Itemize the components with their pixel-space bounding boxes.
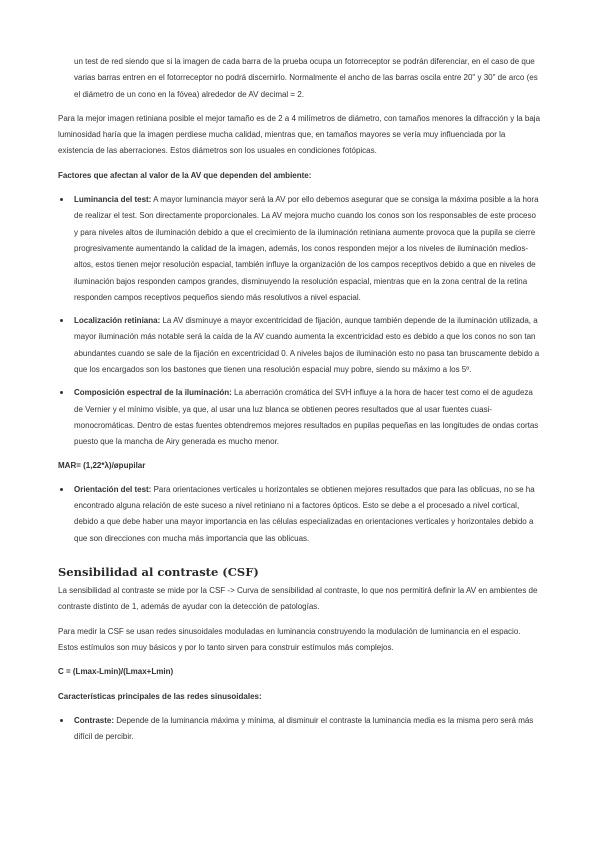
orientation-list: [58, 482, 542, 547]
bullet-icon: [60, 488, 63, 491]
list-item-term: Orientación del test:: [74, 484, 152, 494]
bullet-icon: [60, 719, 63, 722]
list-item-text: Para orientaciones verticales u horizontales se obtienen mejores resultados que para las oblicuas, no se ha encontrado alguna relación de este suceso a nivel retiniano ni a factores ópticos. Esto se debe a el procesado a nivel cortical, debido a que debe haber una mayor importancia en las células especializadas en orientaciones verticales y horizontales debido a que son direcciones con mucha más importancia que las oblicuas.: [74, 484, 535, 543]
list-item: [58, 482, 542, 547]
csf-paragraph-2: Para medir la CSF se usan redes sinusoidales moduladas en luminancia construyendo la modulación de luminancia en el espacio. Estos estímulos son muy básicos y por lo tanto sirven para construir estímulos más complejos.: [58, 626, 521, 652]
list-item-term: Contraste:: [74, 715, 115, 725]
sinusoidal-list: [58, 713, 542, 746]
factors-heading: Factores que afectan al valor de la AV que dependen del ambiente:: [58, 170, 312, 180]
list-item-text: A mayor luminancia mayor será la AV por ello debemos asegurar que se consiga la máxima posible a la hora de realizar el test. Son directamente proporcionales. La AV mejora mucho cuando los conos son los responsables de este proceso y para niveles altos de iluminación debido a que el crecimiento de la iluminación retiniana aumente provoca que la pupila se cierre progresivamente aumentando la calidad de la imagen, además, los conos responden mejor a los niveles de iluminación medios-altos, estos tienen mejor resolución espacial, también influye la organización de los campos receptivos debido a que en niveles de iluminación bajos responden campos grandes, disminuyendo la resolución espacial, mientras que en la zona central de la retina responden campos receptivos pequeños siendo más resolutivos a nivel espacial.: [74, 195, 539, 302]
list-item: [58, 192, 542, 306]
list-item: [58, 713, 542, 746]
list-item-term: Luminancia del test:: [74, 195, 152, 205]
sinusoidal-heading: Características principales de las redes sinusoidales:: [58, 691, 262, 701]
list-item-text: La aberración cromática del SVH influye a la hora de hacer test como el de agudeza de Vernier y el mínimo visible, ya que, al usar una luz blanca se obtienen peores resultados que al usar fuentes cuasi-monocromáticas. Dentro de estas fuentes obtendremos mejores resultados en pupilas pequeñas en las longitudes de ondas cortas puesto que la mancha de Airy generada es mucho menor.: [74, 388, 539, 447]
list-item-text: Depende de la luminancia máxima y mínima, al disminuir el contraste la luminancia media es la misma pero será más difícil de percibir.: [74, 715, 534, 742]
pupil-size-paragraph: Para la mejor imagen retiniana posible el mejor tamaño es de 2 a 4 milímetros de diámetro, con tamaños menores la difracción y la baja luminosidad haría que la imagen perdiese mucha calidad, mientras que, en tamaños mayores se vería muy influenciada por la existencia de las aberraciones. Estos diámetros son los usuales en condiciones fotópicas.: [58, 113, 541, 156]
factors-list: [58, 192, 542, 450]
csf-heading: Sensibilidad al contraste (CSF): [58, 565, 259, 580]
contrast-formula: C = (Lmax-Lmin)/(Lmax+Lmin): [58, 667, 174, 677]
bullet-icon: [60, 391, 63, 394]
list-item: [58, 385, 542, 450]
list-item-term: Composición espectral de la iluminación:: [74, 388, 232, 398]
list-item-term: Localización retiniana:: [74, 316, 161, 326]
mar-formula: MAR= (1,22*λ)/øpupilar: [58, 460, 146, 470]
list-item-text: La AV disminuye a mayor excentricidad de fijación, aunque también depende de la iluminación utilizada, a mayor iluminación más notable será la caída de la AV cuando aumenta la excentricidad esto es debido a que los conos no son tan abundantes cuando se sale de la fijación en excentricidad 0. A niveles bajos de iluminación esto no pasa tan bruscamente debido a que los encargados son los bastones que tienen una resolución espacial muy pobre, siendo su máximo a los 5º.: [74, 316, 540, 375]
bullet-icon: [60, 198, 63, 201]
csf-paragraph-1: La sensibilidad al contraste se mide por la CSF -> Curva de sensibilidad al contraste, lo que nos permitirá definir la AV en ambientes de contraste distinto de 1, además de ayudar con la detección de patologías.: [58, 586, 538, 612]
continuation-paragraph: un test de red siendo que si la imagen de cada barra de la prueba ocupa un fotorreceptor se podrán diferenciar, en el caso de que varias barras entren en el fotorreceptor no podrá discernirlo. Normalmente el ancho de las barras oscila entre 20" y 30" de arco (es el diámetro de un cono en la fóvea) alrededor de AV decimal = 2.: [74, 57, 538, 99]
list-item: [58, 313, 542, 378]
bullet-icon: [60, 319, 63, 322]
